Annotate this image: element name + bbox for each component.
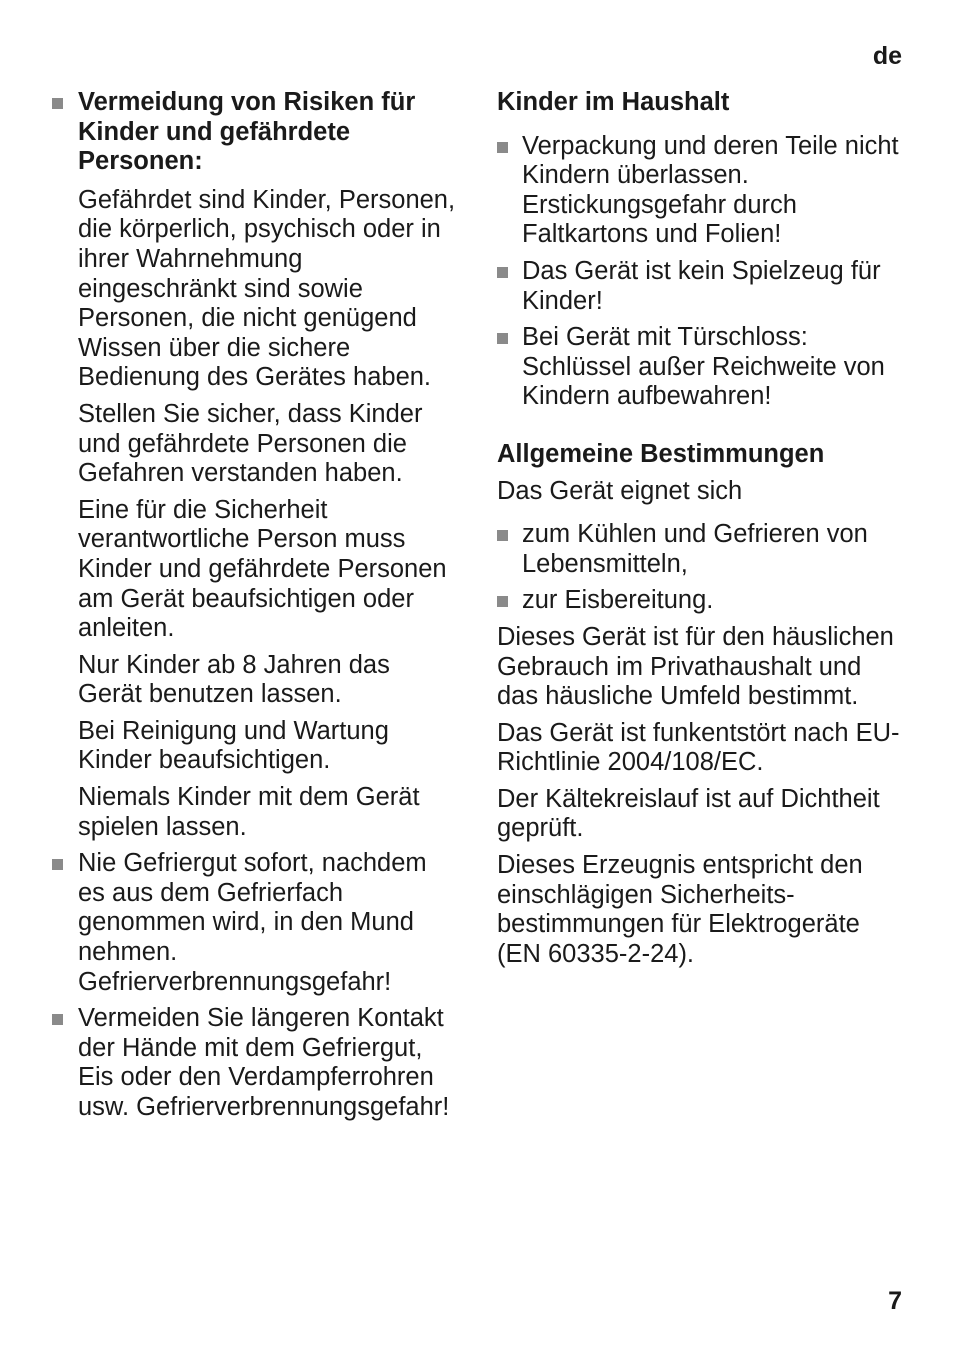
section-heading: Allgemeine Bestimmungen	[497, 439, 825, 468]
list-item	[50, 849, 460, 997]
square-bullet-icon	[497, 142, 508, 153]
paragraph: Niemals Kinder mit dem Gerät spielen lassen.	[78, 783, 420, 841]
paragraph: Eine für die Sicherheit verantwortliche Person muss Kinder und gefährdete Personen am Gerät beaufsichtigen oder anleiten.	[78, 495, 447, 643]
section-title: Vermeidung von Risiken für Kinder und gefährdete Personen:	[78, 88, 416, 176]
square-bullet-icon	[497, 530, 508, 541]
list-item-text: Vermeiden Sie längeren Kontakt der Hände mit dem Gefriergut, Eis oder den Verdampferrohren usw. Gefrierverbrennungsgefahr!	[78, 1004, 450, 1121]
square-bullet-icon	[52, 859, 63, 870]
left-column	[50, 88, 460, 1130]
list-item	[50, 1004, 460, 1122]
list-item-text: Das Gerät ist kein Spielzeug für Kinder!	[522, 256, 881, 315]
list-item	[497, 323, 907, 412]
paragraph: Der Kältekreislauf ist auf Dichtheit geprüft.	[497, 784, 880, 843]
list-item	[497, 586, 907, 616]
list-item	[497, 520, 907, 579]
list-item-text: Nie Gefriergut sofort, nachdem es aus dem Gefrierfach genommen wird, in den Mund nehmen. Gefrierverbrennungsgefahr!	[78, 849, 427, 996]
list-item-text: zur Eisbereitung.	[522, 586, 714, 615]
list-item	[497, 132, 907, 250]
paragraph: Das Gerät eignet sich	[497, 476, 743, 505]
paragraph: Stellen Sie sicher, dass Kinder und gefährdete Personen die Gefahren verstanden haben.	[78, 399, 423, 488]
square-bullet-icon	[497, 333, 508, 344]
language-indicator: de	[872, 42, 902, 70]
paragraph: Nur Kinder ab 8 Jahren das Gerät benutzen lassen.	[78, 650, 390, 709]
paragraph: Das Gerät ist funkentstört nach EU-Richtlinie 2004/108/EC.	[497, 718, 900, 777]
list-item-risks	[50, 88, 460, 842]
square-bullet-icon	[497, 596, 508, 607]
list-item-text: Bei Gerät mit Türschloss: Schlüssel außer Reichweite von Kindern aufbewahren!	[522, 323, 885, 411]
list-item-text: zum Kühlen und Gefrieren von Lebensmitteln,	[522, 520, 868, 578]
square-bullet-icon	[52, 1014, 63, 1025]
list-item	[497, 257, 907, 316]
square-bullet-icon	[497, 267, 508, 278]
list-item-text: Verpackung und deren Teile nicht Kindern überlassen. Erstickungsgefahr durch Faltkartons und Folien!	[522, 131, 899, 249]
square-bullet-icon	[52, 98, 63, 109]
page-number: 7	[888, 1287, 902, 1315]
paragraph: Dieses Erzeugnis entspricht den einschlägigen Sicherheits-bestimmungen für Elektrogeräte (EN 60335-2-24).	[497, 851, 863, 968]
paragraph: Gefährdet sind Kinder, Personen, die körperlich, psychisch oder in ihrer Wahrnehmung eingeschränkt sind sowie Personen, die nicht genügend Wissen über die sichere Bedienung des Gerätes haben.	[78, 185, 456, 392]
paragraph: Bei Reinigung und Wartung Kinder beaufsichtigen.	[78, 716, 389, 775]
section-heading: Kinder im Haushalt	[497, 88, 730, 116]
paragraph: Dieses Gerät ist für den häuslichen Gebrauch im Privathaushalt und das häusliche Umfeld bestimmt.	[497, 622, 894, 711]
right-column	[497, 88, 907, 976]
